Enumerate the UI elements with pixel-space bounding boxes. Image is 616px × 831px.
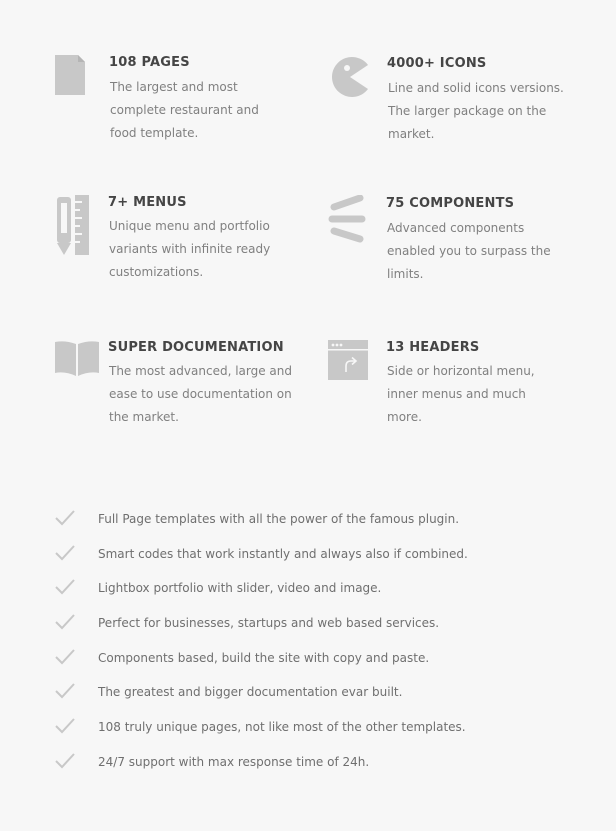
list-item-text: 108 truly unique pages, not like most of the other templates. — [98, 720, 466, 735]
checkmark-icon — [54, 613, 76, 631]
list-item-text: Perfect for businesses, startups and web based services. — [98, 616, 440, 631]
feature-title: 75 COMPONENTS — [386, 196, 515, 211]
feature-title: 108 PAGES — [109, 55, 190, 70]
feature-description: Advanced components enabled you to surpass the limits. — [387, 221, 551, 281]
open-book-icon — [55, 340, 99, 376]
checkmark-icon — [54, 682, 76, 700]
checkmark-icon — [54, 648, 76, 666]
checkmark-icon — [54, 717, 76, 735]
list-item-text: Full Page templates with all the power of the famous plugin. — [98, 512, 460, 526]
list-item-text: 24/7 support with max response time of 24h. — [98, 754, 370, 769]
pen-ruler-icon — [55, 195, 91, 257]
feature-description: Unique menu and portfolio variants with infinite ready customizations. — [109, 219, 271, 279]
feature-description: Side or horizontal menu, inner menus and much more. — [387, 364, 535, 424]
checkmark-icon — [54, 544, 76, 562]
browser-window-icon — [328, 340, 368, 380]
pacman-icon — [330, 56, 370, 98]
feature-title: 7+ MENUS — [108, 195, 187, 210]
checkmark-icon — [54, 509, 76, 527]
layers-icon — [328, 195, 368, 243]
feature-title: 13 HEADERS — [386, 340, 480, 355]
checkmark-icon — [54, 578, 76, 596]
list-item-text: Lightbox portfolio with slider, video and image. — [98, 581, 382, 596]
document-icon — [55, 55, 87, 97]
feature-title: 4000+ ICONS — [387, 56, 487, 71]
feature-title: SUPER DOCUMENATION — [108, 340, 284, 355]
feature-description: The most advanced, large and ease to use documentation on the market. — [109, 364, 292, 424]
list-item-text: Components based, build the site with copy and paste. — [98, 650, 430, 665]
list-item-text: The greatest and bigger documentation evar built. — [98, 685, 403, 700]
feature-description: Line and solid icons versions. The larger package on the market. — [388, 81, 564, 141]
checkmark-icon — [54, 752, 76, 770]
list-item-text: Smart codes that work instantly and always also if combined. — [98, 546, 468, 561]
feature-description: The largest and most complete restaurant and food template. — [110, 80, 259, 140]
